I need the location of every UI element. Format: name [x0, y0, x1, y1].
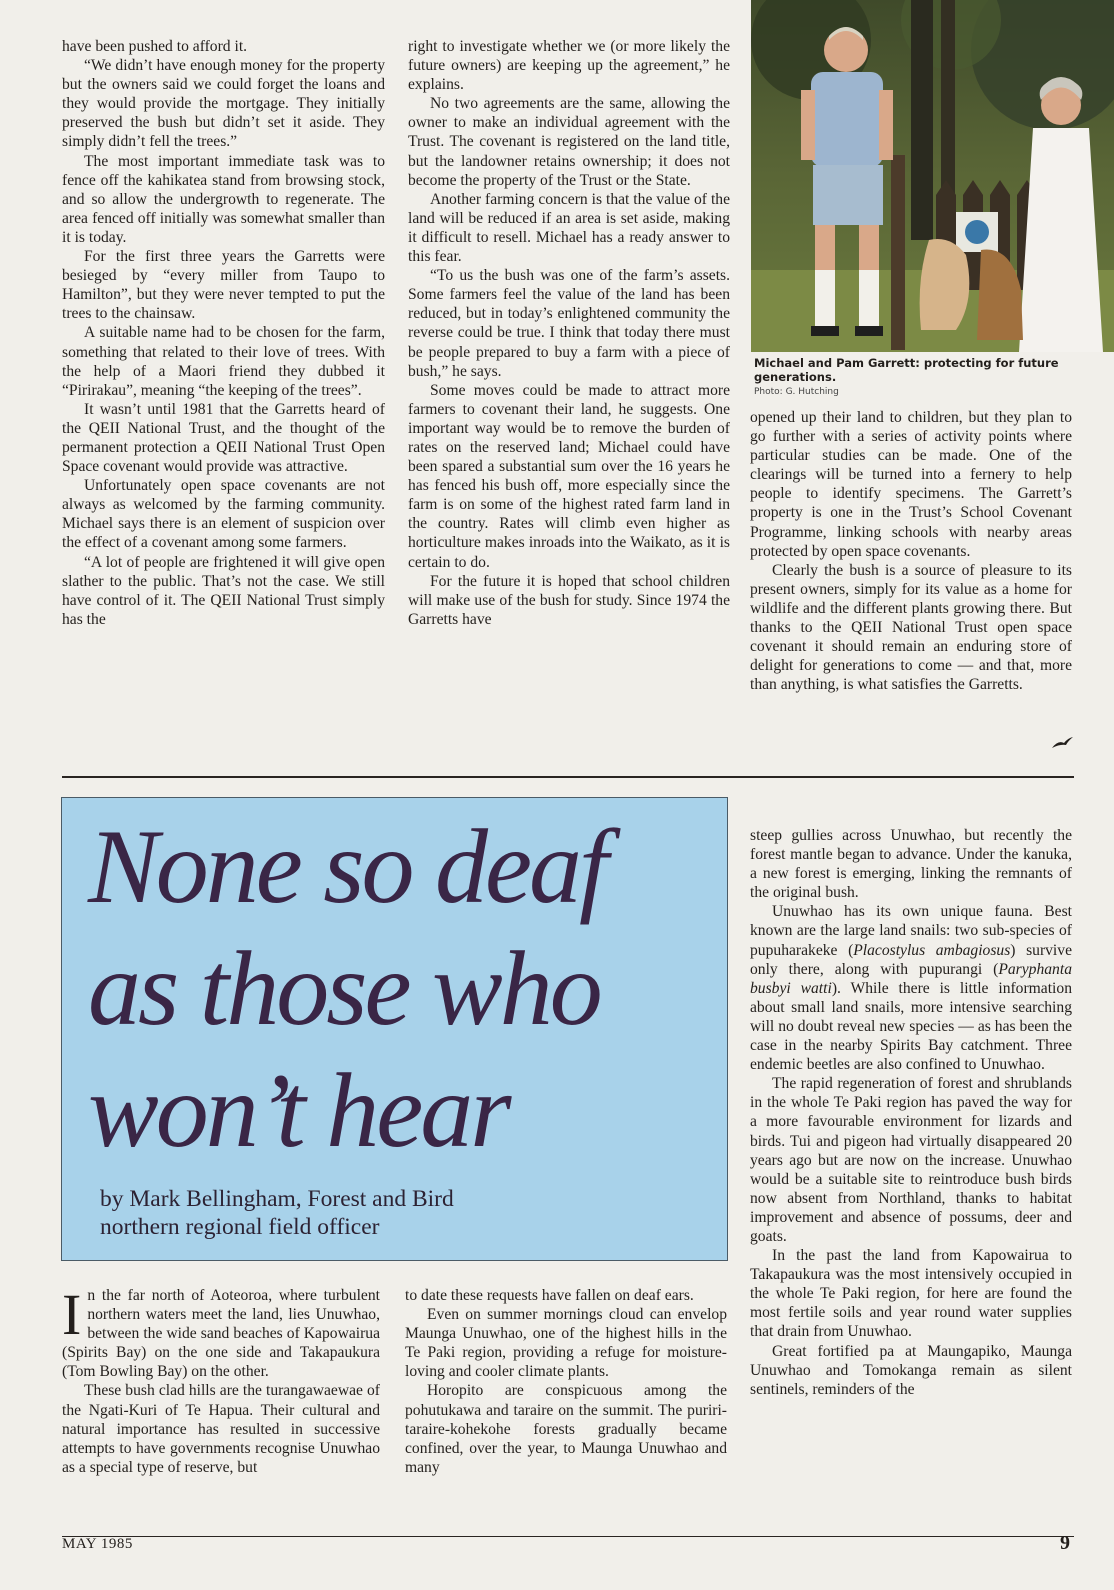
text-run: ). While there is little information about small land snails, more intensive searching will no doubt reveal new species — as has been the case in the nearby Spirits Bay catchment. Three endemic beetles are also confined to Unuwhao.: [750, 979, 1072, 1074]
paragraph: right to investigate whether we (or more likely the future owners) are keeping up the agreement,” he explains.: [408, 38, 730, 94]
paragraph: For the first three years the Garretts were besieged by “every miller from Taupo to Hamilton”, but they were never tempted to put the trees to the chainsaw.: [62, 248, 385, 323]
paragraph: These bush clad hills are the turangawaewae of the Ngati-Kuri of Te Hapua. Their cultural and natural importance has resulted in successive attempts to have governments recognise Unuwhao as a special type of reserve, but: [62, 1382, 380, 1476]
paragraph: “A lot of people are frightened it will give open slather to the public. That’s not the case. We still have control of it. The QEII National Trust simply has the: [62, 553, 385, 628]
paragraph: The rapid regeneration of forest and shrublands in the whole Te Paki region has paved the way for a more favourable environment for lizards and birds. Tui and pigeon had virtually disappeared 20 years ago but are now on the increase. Unuwhao would be a suitable site to reintroduce bush birds now absent from Northland, thanks to habitat improvement and absence of possums, deer and goats.: [750, 1075, 1072, 1245]
drop-cap: I: [62, 1282, 82, 1347]
bird-glyph: [1050, 736, 1074, 750]
byline-author: by Mark Bellingham, Forest and Bird: [100, 1186, 454, 1212]
headline-line: won’t hear: [88, 1052, 509, 1169]
paragraph: Another farming concern is that the value of the land will be reduced if an area is set aside, making it difficult to resell. Michael has a ready answer to this fear.: [408, 190, 730, 266]
headline-line: as those who: [88, 930, 600, 1047]
species-name: Paryphanta busbyi watti: [750, 960, 1072, 997]
paragraph: opened up their land to children, but they plan to go further with a series of activity points where particular studies can be made. One of the clearings will be turned into a fernery to help people to identify specimens. The Garrett’s property is one in the Trust’s School Covenant Programme, linking schools with nearby areas protected by open space covenants.: [750, 409, 1072, 560]
paragraph: [62, 1282, 380, 1381]
headline-line: None so deaf: [88, 808, 606, 925]
paragraph: No two agreements are the same, allowing the owner to make an individual agreement with the Trust. The covenant is registered on the land title, but the landowner retains ownership; it does not become the property of the Trust or the State.: [408, 95, 730, 189]
paragraph: The most important immediate task was to fence off the kahikatea stand from browsing stock, and so allow the undergrowth to regenerate. The area fenced off initially was somewhat smaller than it is today.: [62, 152, 385, 246]
paragraph: “To us the bush was one of the farm’s assets. Some farmers feel the value of the land has been reduced, but in today’s enlightened community the reverse could be true. I think that today there must be people prepared to buy a farm with a piece of bush,” he says.: [408, 267, 730, 380]
species-name: Placostylus ambagiosus: [853, 941, 1011, 959]
caption-text: Michael and Pam Garrett: protecting for future generations.: [754, 356, 1059, 384]
section-divider: [62, 776, 1074, 778]
garretts-photo: [751, 0, 1114, 352]
paragraph: to date these requests have fallen on deaf ears.: [405, 1287, 694, 1304]
photo-illustration: [751, 0, 1114, 352]
text-run: Unuwhao has its own unique fauna. Best known are the large land snails: two sub-species of pupuharakeke (: [750, 903, 1072, 959]
paragraph: Unfortunately open space covenants are not always as welcomed by the farming community. Michael says there is an element of suspicion over the effect of a covenant among some farmers.: [62, 477, 385, 552]
paragraph: Great fortified pa at Maungapiko, Maunga Unuwhao and Tomokanga remain as silent sentinels, reminders of the: [750, 1342, 1072, 1398]
paragraph: For the future it is hoped that school children will make use of the bush for study. Since 1974 the Garretts have: [408, 572, 730, 628]
end-mark-bird-icon: [1050, 736, 1074, 750]
byline-role: northern regional field officer: [100, 1214, 380, 1240]
paragraph: It wasn’t until 1981 that the Garretts heard of the QEII National Trust, and the thought of the permanent protection a QEII National Trust Open Space covenant would provide was attractive.: [62, 400, 385, 476]
text-run: ) survive only there, along with pupurangi (: [750, 941, 1072, 978]
byline: [100, 1185, 620, 1241]
paragraph: Some moves could be made to attract more farmers to covenant their land, he suggests. One important way would be to remove the burden of rates on the reserved land; Michael could have been spared a substantial sum over the 16 years he has fenced his bush off, more especially since the farm is on some of the highest rated farm land in the country. Rates will climb even higher as horticulture makes inroads into the Waikato, as it is certain to do.: [408, 381, 730, 571]
paragraph: A suitable name had to be chosen for the farm, something that related to their love of trees. With the help of a Maori friend they dubbed it “Pirirakau”, meaning “the keeping of the trees”.: [62, 324, 385, 399]
article2-column-2: [405, 1286, 727, 1477]
paragraph: Horopito are conspicuous among the pohutukawa and taraire on the summit. The puriri-taraire-kohekohe forests gradually became confined, over the year, to Maunga Unuwhao and many: [405, 1382, 727, 1476]
headline-panel: [61, 797, 728, 1261]
paragraph-text: n the far north of Aoteoroa, where turbulent northern waters meet the land, lies Unuwhao, between the wide sand beaches of Kapowairua (Spirits Bay) on the one side and Takapaukura (Tom Bowling Bay) on the other.: [62, 1287, 380, 1381]
article-headline: [88, 806, 728, 1172]
paragraph-snails: [750, 902, 1072, 1074]
paragraph: steep gullies across Unuwhao, but recently the forest mantle began to advance. Under the kanuka, a new forest is emerging, linking the remnants of the original bush.: [750, 827, 1072, 902]
paragraph: “We didn’t have enough money for the property but the owners said we could forget the loans and they would provide the mortgage. They initially preserved the bush but didn’t set it aside. They simply didn’t fell the trees.”: [62, 57, 385, 151]
paragraph: have been pushed to afford it.: [62, 38, 248, 55]
photo-credit: Photo: G. Hutching: [754, 387, 839, 397]
article1-column-2: [408, 37, 730, 629]
paragraph: Clearly the bush is a source of pleasure to its present owners, simply for its value as a home for wildlife and the different plants growing there. But thanks to the QEII National Trust open space covenant it should remain an enduring store of delight for generations to come — and that, more than anything, is what satisfies the Garretts.: [750, 561, 1072, 694]
photo-caption: [754, 356, 1094, 398]
issue-date: MAY 1985: [62, 1536, 133, 1552]
article1-column-3: [750, 408, 1072, 694]
paragraph: Even on summer mornings cloud can envelop Maunga Unuwhao, one of the highest hills in the Te Paki region, providing a refuge for moisture-loving and cooler climate plants.: [405, 1306, 727, 1381]
article2-column-1: [62, 1282, 380, 1477]
article2-column-3: [750, 826, 1072, 1399]
paragraph: In the past the land from Kapowairua to Takapaukura was the most intensively occupied in the whole Te Paki region, for here are found the most fertile soils and year round water supplies that drain from Unuwhao.: [750, 1247, 1072, 1341]
article1-column-1: [62, 37, 385, 629]
footer-rule: [62, 1536, 1074, 1537]
page-number: 9: [1060, 1532, 1070, 1554]
